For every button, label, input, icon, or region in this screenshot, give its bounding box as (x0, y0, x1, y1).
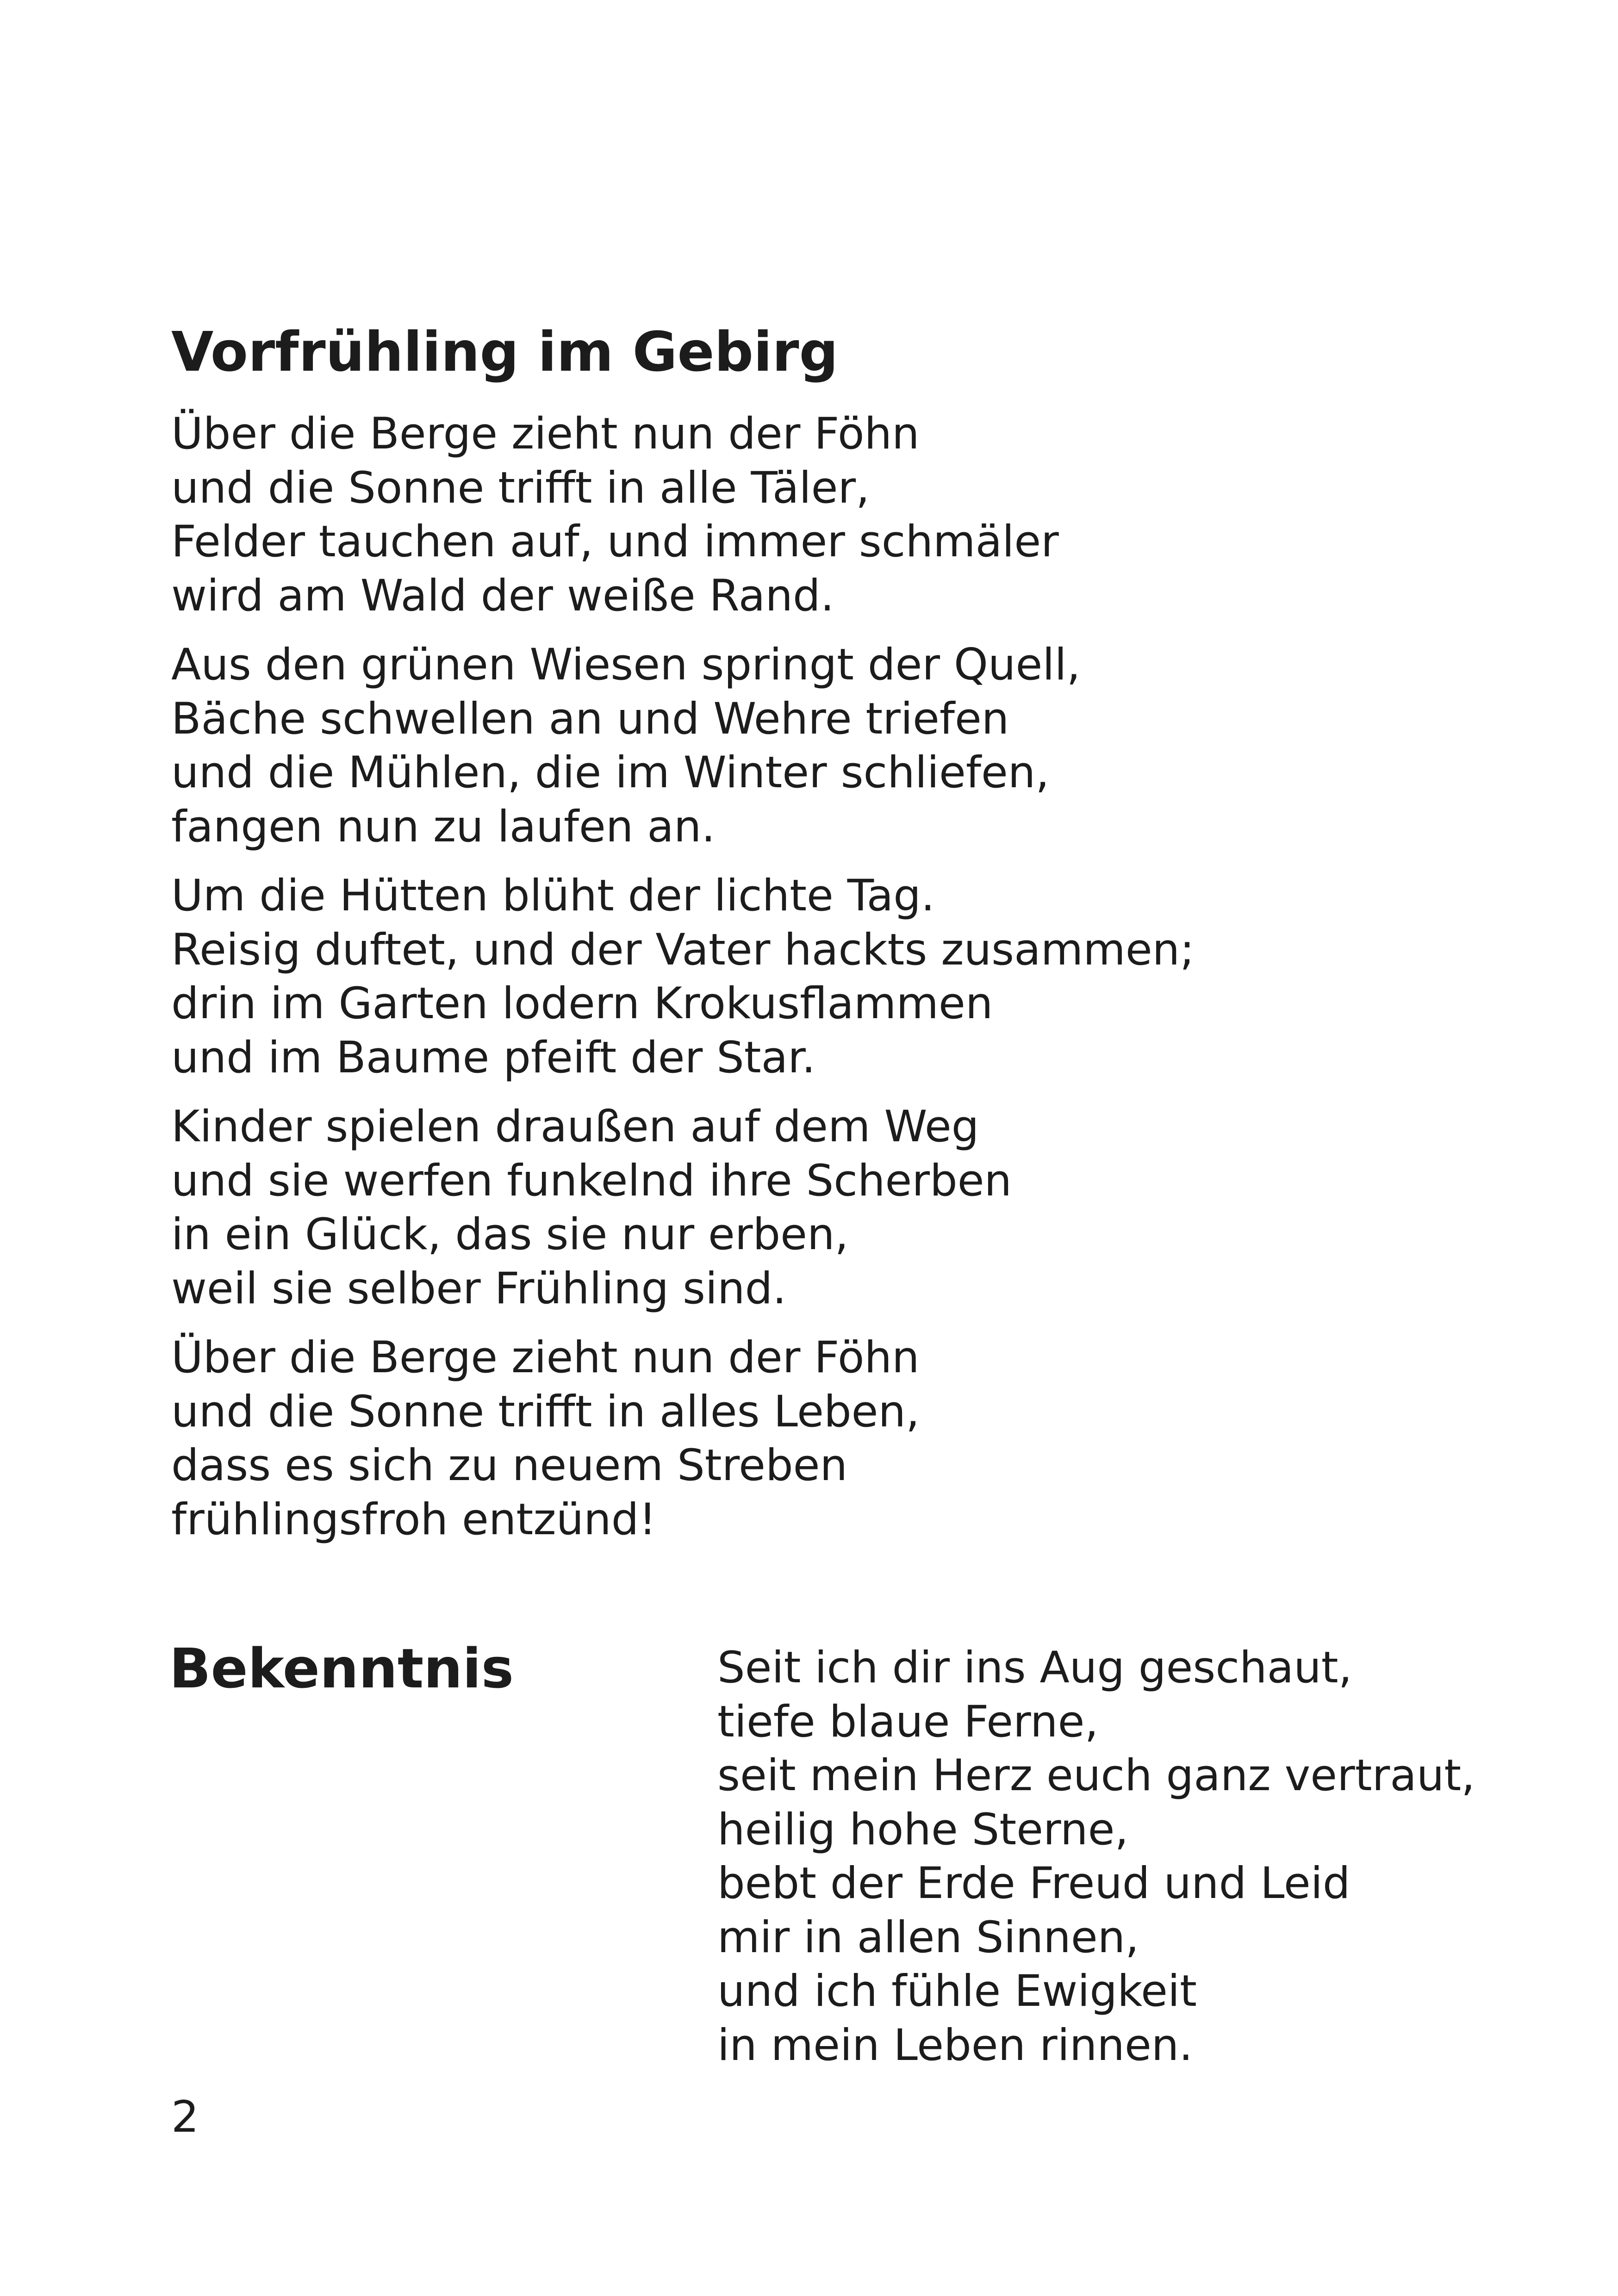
stanza-4 (171, 1100, 1421, 1316)
stanza-2 (171, 638, 1421, 854)
verse-line: und die Sonne trifft in alle Täler, (171, 462, 870, 513)
stanza-1 (171, 407, 1421, 623)
verse-line: Aus den grünen Wiesen springt der Quell, (171, 640, 1081, 690)
verse-line: Kinder spielen draußen auf dem Weg (171, 1101, 979, 1152)
verse-line: in ein Glück, das sie nur erben, (171, 1209, 849, 1260)
verse-line: Bäche schwellen an und Wehre triefen (171, 693, 1009, 744)
verse-line: und sie werfen funkelnd ihre Scherben (171, 1155, 1012, 1206)
verse-line: Reisig duftet, und der Vater hackts zusammen; (171, 924, 1195, 975)
verse-line: und die Sonne trifft in alles Leben, (171, 1386, 920, 1437)
verse-line: frühlingsfroh entzünd! (171, 1494, 657, 1545)
poem-title: Vorfrühling im Gebirg (171, 320, 839, 384)
verse-line: Seit ich dir ins Aug geschaut, (717, 1643, 1352, 1693)
verse-line: seit mein Herz euch ganz vertraut, (717, 1750, 1475, 1801)
poem-body (717, 1641, 1475, 2072)
verse-line: heilig hohe Sterne, (717, 1804, 1129, 1855)
verse-line: Felder tauchen auf, und immer schmäler (171, 516, 1059, 567)
verse-line: drin im Garten lodern Krokusflammen (171, 978, 993, 1029)
verse-line: Über die Berge zieht nun der Föhn (171, 409, 920, 459)
verse-line: in mein Leben rinnen. (717, 2020, 1193, 2071)
verse-line: wird am Wald der weiße Rand. (171, 570, 834, 621)
stanza-5 (171, 1331, 1421, 1547)
verse-line: bebt der Erde Freud und Leid (717, 1858, 1350, 1909)
poem-vorfruehling (171, 315, 1421, 1562)
verse-line: und die Mühlen, die im Winter schliefen, (171, 747, 1050, 798)
verse-line: tiefe blaue Ferne, (717, 1696, 1099, 1747)
stanza-3 (171, 869, 1421, 1085)
verse-line: Um die Hütten blüht der lichte Tag. (171, 871, 935, 921)
verse-line: mir in allen Sinnen, (717, 1912, 1139, 1963)
poem-title: Bekenntnis (169, 1636, 514, 1700)
verse-line: Über die Berge zieht nun der Föhn (171, 1332, 920, 1383)
verse-line: weil sie selber Frühling sind. (171, 1263, 787, 1314)
verse-line: und im Baume pfeift der Star. (171, 1032, 816, 1083)
verse-line: und ich fühle Ewigkeit (717, 1966, 1197, 2016)
verse-line: dass es sich zu neuem Streben (171, 1440, 848, 1491)
verse-line: fangen nun zu laufen an. (171, 801, 716, 852)
page-number: 2 (171, 2092, 199, 2142)
